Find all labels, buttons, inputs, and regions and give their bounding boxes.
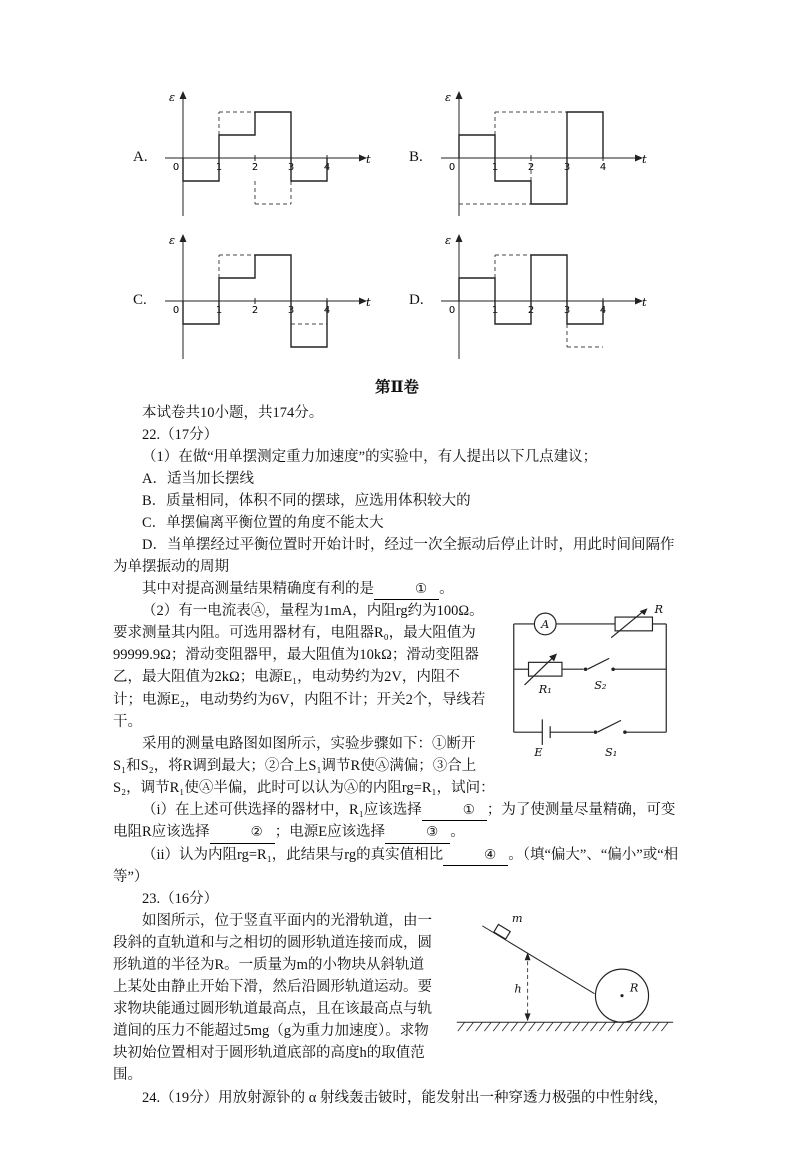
answer-blank-3: ② (210, 822, 275, 844)
q24-heading: 24.（19分）用放射源钋的 α 射线轰击铍时，能发射出一种穿透力极强的中性射线， (142, 1089, 668, 1106)
q22-steps: 采用的测量电路图如图所示，实验步骤如下：①断开S₁和S₂，将R调到最大；②合上S₁调节R使Ⓐ满偏；③合上S₂，调节R₁使Ⓐ半偏，此时可以认为Ⓐ的内阻rg=R₁，试问： (113, 735, 495, 796)
svg-text:0: 0 (172, 162, 180, 173)
svg-text:1: 1 (491, 305, 499, 317)
rheostat-r-label: R (654, 603, 663, 617)
option-b-label: B. (409, 149, 423, 166)
svg-text:4: 4 (599, 162, 607, 173)
q22-part1-question-text: 其中对提高测量结果精确度有利的是 (142, 580, 374, 597)
svg-text:t: t (366, 152, 371, 166)
svg-text:3: 3 (563, 162, 571, 173)
height-label: h (514, 982, 522, 996)
svg-text:1: 1 (215, 162, 223, 173)
option-c-label: C. (133, 292, 147, 309)
answer-blank-5: ④ (443, 845, 508, 867)
option-b-graph (409, 88, 659, 227)
svg-text:3: 3 (287, 162, 295, 173)
q22-part1-question (113, 578, 681, 601)
svg-text:t: t (366, 295, 371, 310)
svg-text:2: 2 (527, 305, 535, 317)
answer-blank-2: ① (422, 800, 487, 822)
svg-text:1: 1 (491, 162, 499, 173)
svg-text:t: t (642, 152, 647, 166)
q22-qi-mid2: ；电源E应该选择 (274, 824, 386, 841)
q22-qii-post: 。（填“偏大”、“偏小”或“相等”） (113, 846, 679, 886)
question-22 (113, 424, 681, 889)
answer-options-figure (133, 88, 681, 370)
svg-text:4: 4 (599, 305, 607, 317)
svg-text:0: 0 (172, 305, 180, 317)
svg-text:2: 2 (527, 162, 535, 173)
svg-text:0: 0 (448, 305, 456, 317)
q22-choice-d: D．当单摆经过平衡位置时开始计时，经过一次全振动后停止计时，用此时间间隔作为单摆振动的周期 (113, 536, 675, 575)
svg-text:t: t (642, 295, 647, 310)
circuit-diagram (499, 602, 681, 762)
q22-qi-pre: （i）在上述可供选择的器材中，R₁应该选择 (142, 801, 422, 818)
q22-question-ii (113, 844, 681, 889)
radius-label: R (629, 982, 639, 996)
battery-label: E (534, 746, 543, 760)
q22-part1-question-end: 。 (439, 580, 454, 597)
ammeter-label: A (541, 618, 550, 632)
svg-text:3: 3 (287, 305, 295, 317)
height-arrow-bottom (525, 1014, 531, 1022)
q23-heading: 23.（16分） (142, 891, 219, 908)
q22-question-i (113, 799, 681, 844)
svg-text:2: 2 (251, 162, 259, 173)
svg-text:ε: ε (169, 90, 176, 104)
rheostat-r1-label: R₁ (538, 683, 552, 697)
svg-text:4: 4 (323, 305, 331, 317)
rheostat-r-arrowhead (640, 609, 648, 616)
block-symbol (494, 925, 510, 940)
option-d-label: D. (409, 292, 424, 309)
answer-blank-1: ① (374, 579, 439, 601)
option-d-graph (409, 231, 659, 370)
svg-text:4: 4 (323, 162, 331, 173)
svg-text:2: 2 (251, 305, 259, 317)
section-title: 第Ⅱ卷 (374, 379, 420, 397)
option-a-label: A. (133, 149, 148, 166)
option-c-waveform (159, 231, 377, 370)
answer-blank-4: ③ (385, 822, 450, 844)
q22-part2: （2）有一电流表Ⓐ，量程为1mA，内阻rg约为100Ω。要求测量其内阻。可选用器材有，电阻器R₀，最大阻值为99999.9Ω；滑动变阻器甲，最大阻值为10kΩ；滑动变阻器乙，最大阻值为2kΩ；电源E₁，电动势约为2V，内阻不计；电源E₂，电动势约为6V，内阻不计；开关2个，导线若干。 (113, 603, 486, 730)
svg-text:ε: ε (445, 90, 452, 104)
circle-center-dot (620, 994, 623, 997)
q22-choice-b: B．质量相同，体积不同的摆球，应选用体积较大的 (142, 492, 471, 509)
option-b-waveform (435, 88, 653, 227)
q22-qi-mid1: ；为了使测量尽量精确，可变电阻R应该选择 (113, 801, 676, 841)
question-23 (113, 888, 681, 1086)
svg-text:0: 0 (448, 162, 456, 173)
option-a-waveform (159, 88, 377, 227)
svg-text:ε: ε (169, 233, 176, 248)
svg-text:1: 1 (215, 305, 223, 317)
q23-body: 如图所示，位于竖直平面内的光滑轨道，由一段斜的直轨道和与之相切的圆形轨道连接而成，圆形轨道的半径为R。一质量为m的小物块从斜轨道上某处由静止开始下滑，然后沿圆形轨道运动。要求物块能通过圆形轨道最高点，且在该最高点与轨道间的压力不能超过5mg（g为重力加速度）。求物块初始位置相对于圆形轨道底部的高度h的取值范围。 (113, 913, 432, 1084)
q22-heading: 22.（17分） (142, 426, 219, 443)
mass-label: m (511, 912, 523, 926)
incline-track (482, 926, 594, 994)
switch-s1-label: S₁ (605, 746, 618, 760)
incline-diagram (445, 912, 681, 1042)
height-arrow-top (525, 953, 531, 961)
ground-hatching (458, 1022, 668, 1031)
switch-s2-label: S₂ (594, 679, 607, 693)
q22-choice-c: C．单摆偏离平衡位置的角度不能太大 (142, 514, 384, 531)
svg-text:3: 3 (563, 305, 571, 317)
section-intro: 本试卷共10小题，共174分。 (142, 404, 324, 421)
circuit-wires (514, 611, 666, 746)
q22-choice-a: A．适当加长摆线 (142, 470, 254, 487)
q22-qi-post: 。 (450, 824, 465, 841)
option-c-graph (133, 231, 383, 370)
option-a-graph (133, 88, 383, 227)
svg-text:ε: ε (445, 233, 452, 248)
circuit-figure (499, 602, 681, 769)
option-d-waveform (435, 231, 653, 370)
q22-part1-lead: （1）在做“用单摆测定重力加速度”的实验中，有人提出以下几点建议； (142, 448, 598, 465)
incline-figure (445, 912, 681, 1049)
q22-qii-pre: （ii）认为内阻rg=R₁，此结果与rg的真实值相比 (142, 846, 444, 863)
